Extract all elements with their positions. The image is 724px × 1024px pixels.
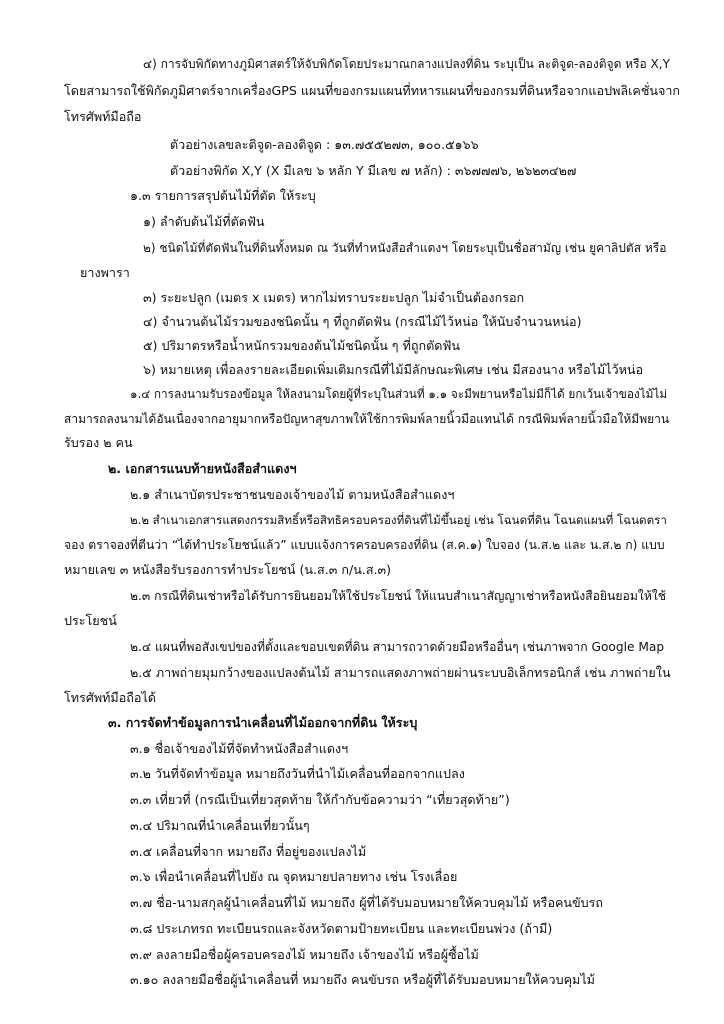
subsection-paragraph: ๓.๘ ประเภทรถ ทะเบียนรถและจังหวัดตามป้ายทะเบียน และทะเบียนพ่วง (ถ้ามี) [130,921,553,936]
subsection-paragraph: ๓.๙ ลงลายมือชื่อผู้ครอบครองไม้ หมายถึง เจ้าของไม้ หรือผู้ซื้อไม้ [130,947,479,962]
section-heading: ๒. เอกสารแนบท้ายหนังสือสำแดงฯ [108,461,297,476]
subsection-paragraph: ๒.๑ สำเนาบัตรประชาชนของเจ้าของไม้ ตามหนังสือสำแดงฯ [130,487,455,502]
subsection-paragraph: ๓.๑ ชื่อเจ้าของไม้ที่จัดทำหนังสือสำแดงฯ [130,741,349,756]
line-segment: โดยสามารถใช้พิกัดภูมิศาตร์จากเครื่อง [64,83,272,98]
paragraph-line: จอง ตราจองที่ตีนว่า “ได้ทำประโยชน์แล้ว” แบบแจ้งการครอบครองที่ดิน (ส.ค.๑) ใบจอง (น.ส.๒ และ น.ส.๒ ก) แบบ [64,538,665,552]
section-heading: ๓. การจัดทำข้อมูลการนำเคลื่อนที่ไม้ออกจากที่ดิน ให้ระบุ [108,715,418,730]
paragraph-line: หมายเลข ๓ หนังสือรับรองการทำประโยชน์ (น.ส.๓ ก/น.ส.๓) [64,562,392,577]
subsection-paragraph: ๓.๕ เคลื่อนที่จาก หมายถึง ที่อยู่ของแปลงไม้ [130,844,367,859]
subsection-paragraph: ๒.๓ กรณีที่ดินเช่าหรือได้รับการยินยอมให้ใช้ประโยชน์ ให้แนบสำเนาสัญญาเช่าหรือหนังสือยินยอมให้ใช้ [130,589,667,603]
line-segment: แผนที่ของกรมที่ดิน [441,83,544,98]
paragraph-line: ๔) การจับพิกัดทางภูมิศาสตร์ให้จับพิกัดโดยประมาณกลางแปลงที่ดิน ระบุเป็น ละติจูด-ลองติจูด หรือ X,Y [143,57,670,71]
paragraph-line: ประโยชน์ [64,613,117,628]
line-segment: GPS แผนที่ของกรมแผนที่ทหาร [271,83,442,98]
line-segment: หรือจากแอปพลิเคชั่นจาก [543,83,681,98]
subsection-heading: ๑.๓ รายการสรุปต้นไม้ที่ตัด ให้ระบุ [130,188,316,203]
list-item: ๕) ปริมาตรหรือน้ำหนักรวมของต้นไม้ชนิดนั้น ๆ ที่ถูกตัดฟัน [143,338,461,353]
subsection-paragraph: ๓.๓ เที่ยวที่ (กรณีเป็นเที่ยวสุดท้าย ให้กำกับข้อความว่า “เที่ยวสุดท้าย”) [130,792,510,807]
example-line: ตัวอย่างพิกัด X,Y (X มีเลข ๖ หลัก Y มีเลข ๗ หลัก) : ๓๖๗๗๗๖, ๒๖๒๓๔๒๗ [170,163,577,178]
paragraph-line: โทรศัพท์มือถือได้ [64,690,156,705]
list-item: ๔) จำนวนต้นไม้รวมของชนิดนั้น ๆ ที่ถูกตัดฟัน (กรณีไม้ไว้หน่อ ให้นับจำนวนหน่อ) [143,314,582,329]
subsection-paragraph: ๑.๔ การลงนามรับรองข้อมูล ให้ลงนามโดยผู้ที่ระบุในส่วนที่ ๑.๑ จะมีพยานหรือไม่มีก็ได้ ยกเว้นเจ้าของไม้ไม่ [130,387,668,401]
paragraph-line: ยางพารา [80,265,130,280]
paragraph-line: โทรศัพท์มือถือ [64,109,142,124]
paragraph-line: สามารถลงนามได้อันเนื่องจากอายุมากหรือปัญหาสุขภาพให้ใช้การพิมพ์ลายนิ้วมือแทนได้ กรณีพิมพ์ลายนิ้วมือให้มีพยาน [64,412,670,426]
list-item: ๒) ชนิดไม้ที่ตัดฟันในที่ดินทั้งหมด ณ วันที่ทำหนังสือสำแดงฯ โดยระบุเป็นชื่อสามัญ เช่น ยูคาลิปตัส หรือ [143,241,667,255]
paragraph-line: รับรอง ๒ คน [64,435,133,450]
subsection-paragraph: ๓.๗ ชื่อ-นามสกุลผู้นำเคลื่อนที่ไม้ หมายถึง ผู้ที่ได้รับมอบหมายให้ควบคุมไม้ หรือคนขับรถ [130,895,604,910]
list-item: ๑) ลำดับต้นไม้ที่ตัดฟัน [143,214,265,229]
subsection-paragraph: ๓.๔ ปริมาณที่นำเคลื่อนเที่ยวนั้นๆ [130,818,310,833]
list-item: ๖) หมายเหตุ เพื่อลงรายละเอียดเพิ่มเติมกรณีที่ไม้มีลักษณะพิเศษ เช่น มีสองนาง หรือไม้ไว้หน่อ [143,362,644,377]
subsection-paragraph: ๓.๒ วันที่จัดทำข้อมูล หมายถึงวันที่นำไม้เคลื่อนที่ออกจากแปลง [130,766,465,781]
subsection-paragraph: ๒.๕ ภาพถ่ายมุมกว้างของแปลงต้นไม้ สามารถแสดงภาพถ่ายผ่านระบบอิเล็กทรอนิกส์ เช่น ภาพถ่ายใน [130,665,671,680]
list-item: ๓) ระยะปลูก (เมตร x เมตร) หากไม่ทราบระยะปลูก ไม่จำเป็นต้องกรอก [143,290,525,305]
subsection-paragraph: ๓.๖ เพื่อนำเคลื่อนที่ไปยัง ณ จุดหมายปลายทาง เช่น โรงเลื่อย [130,869,458,884]
example-line: ตัวอย่างเลขละติจูด-ลองติจูด : ๑๓.๗๕๕๒๗๓, ๑๐๐.๕๑๖๖ [170,137,479,152]
subsection-paragraph: ๒.๔ แผนที่พอสังเขปของที่ตั้งและขอบเขตที่ดิน สามารถวาดด้วยมือหรืออื่นๆ เช่นภาพจาก Google Map [130,640,665,654]
subsection-paragraph: ๒.๒ สำเนาเอกสารแสดงกรรมสิทธิ์หรือสิทธิครอบครองที่ดินที่ไม้ขึ้นอยู่ เช่น โฉนดที่ดิน โฉนดแผนที่ โฉนดตรา [130,513,667,527]
paragraph-line [64,82,681,100]
subsection-paragraph: ๓.๑๐ ลงลายมือชื่อผู้นำเคลื่อนที่ หมายถึง คนขับรถ หรือผู้ที่ได้รับมอบหมายให้ควบคุมไม้ [130,972,595,987]
